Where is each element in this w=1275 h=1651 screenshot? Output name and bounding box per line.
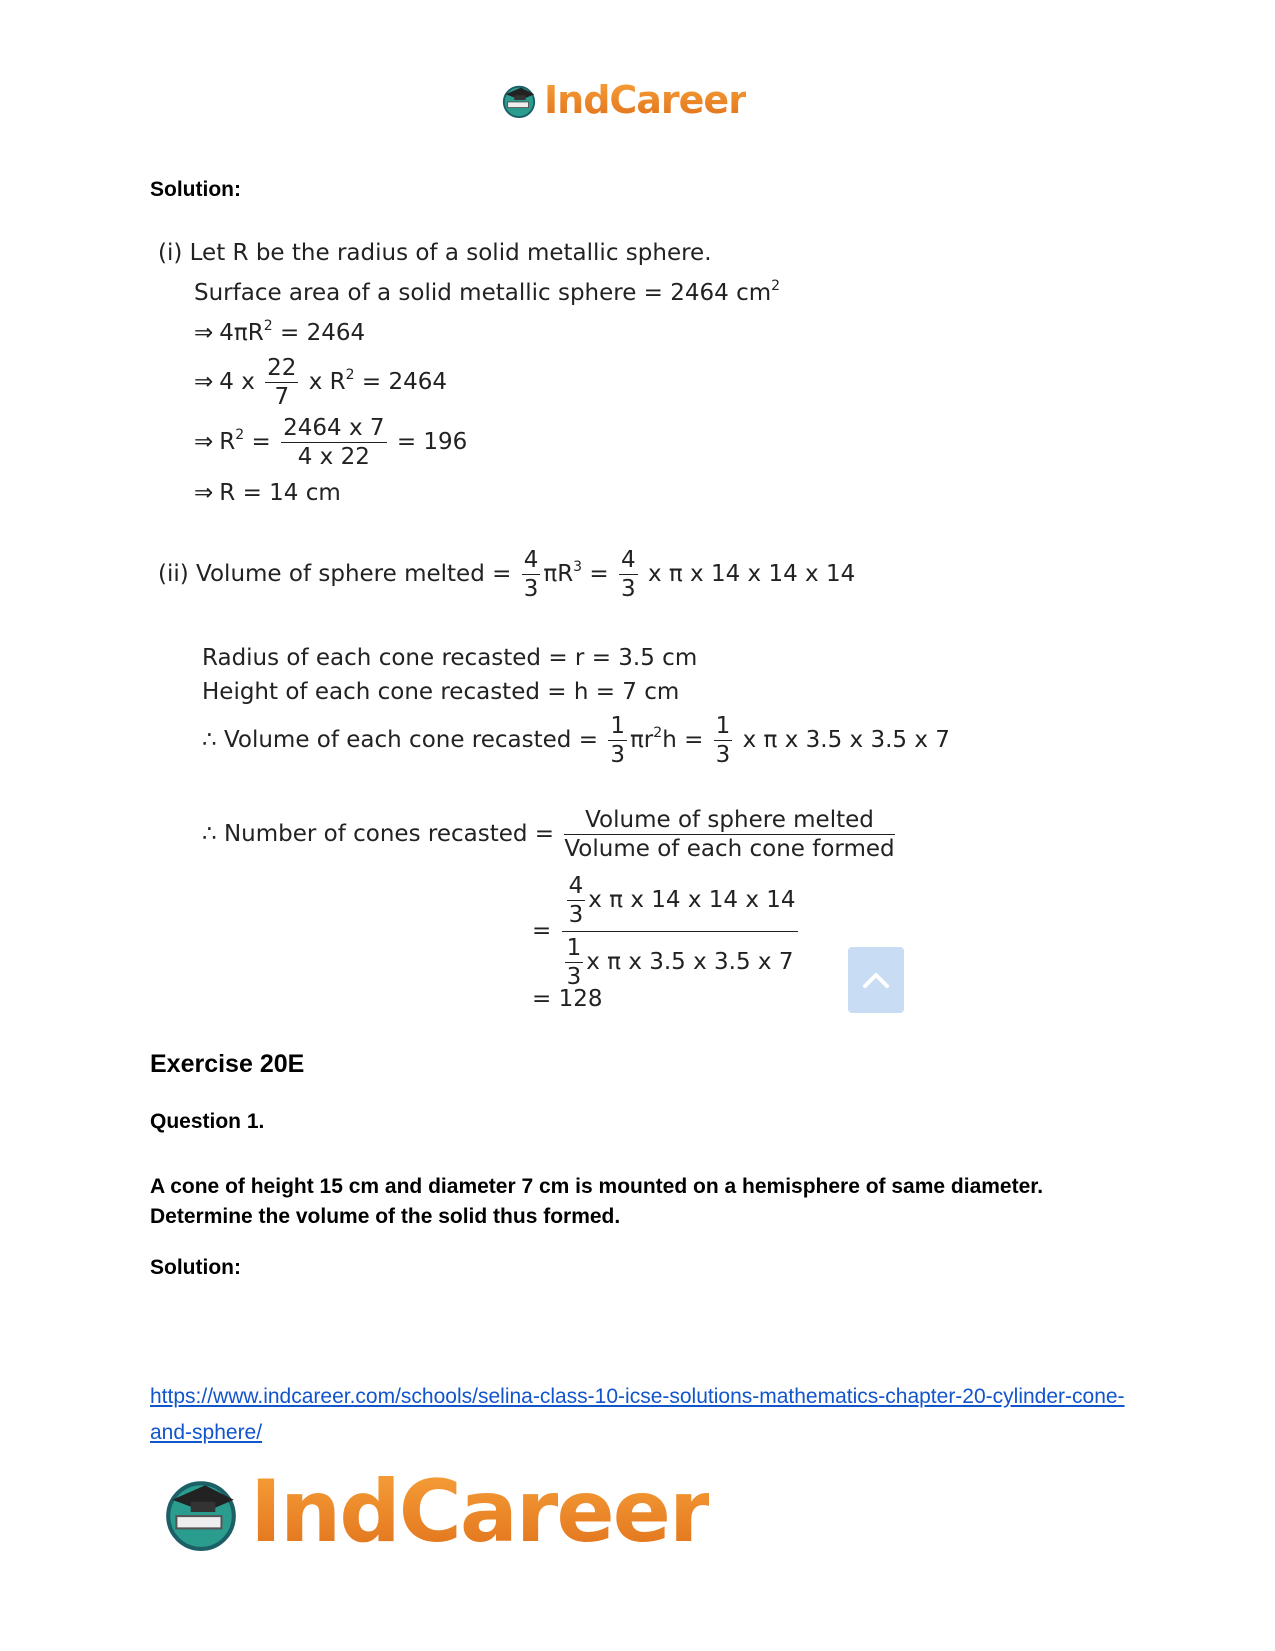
math-sup: 2 bbox=[653, 725, 663, 741]
numerator: 2464 x 7 bbox=[283, 415, 385, 441]
fraction bbox=[714, 712, 733, 769]
numerator: Volume of sphere melted bbox=[564, 806, 894, 835]
denominator: 3 bbox=[610, 742, 625, 768]
math-number-cones bbox=[202, 806, 898, 863]
math-text: Surface area of a solid metallic sphere = 2464 cm bbox=[194, 280, 772, 306]
fraction bbox=[522, 546, 541, 603]
math-volume-cone bbox=[202, 712, 950, 769]
math-text: (ii) Volume of sphere melted = bbox=[158, 561, 512, 587]
numerator: 1 bbox=[566, 935, 582, 961]
denominator: 4 x 22 bbox=[297, 444, 370, 470]
math-line-3 bbox=[194, 318, 365, 346]
numerator: 4 bbox=[621, 547, 636, 573]
math-text: ∴ Volume of each cone recasted = bbox=[202, 727, 598, 753]
math-line-2 bbox=[194, 278, 780, 306]
denominator: 3 bbox=[621, 576, 636, 602]
logo-icon bbox=[500, 81, 538, 119]
math-text: = 196 bbox=[396, 429, 468, 455]
math-text: πr bbox=[629, 727, 654, 753]
math-text: 4πR bbox=[219, 320, 264, 346]
implies-icon: ⇒ bbox=[194, 429, 214, 455]
fraction bbox=[619, 546, 638, 603]
math-sup: 2 bbox=[771, 278, 781, 294]
numerator: 1 bbox=[610, 713, 625, 739]
numerator: 4 bbox=[568, 873, 584, 899]
implies-icon: ⇒ bbox=[194, 320, 214, 346]
math-text: πR bbox=[543, 561, 574, 587]
denominator: 3 bbox=[568, 902, 584, 928]
math-radius-line: Radius of each cone recasted = r = 3.5 cm bbox=[202, 645, 698, 671]
question-text: A cone of height 15 cm and diameter 7 cm is mounted on a hemisphere of same diameter. Determine the volume of the solid thus formed. bbox=[150, 1175, 1044, 1228]
math-text: = bbox=[251, 429, 271, 455]
scroll-top-button[interactable] bbox=[848, 947, 904, 1013]
math-line-4 bbox=[194, 354, 447, 411]
logo-text: IndCareer bbox=[250, 1462, 710, 1562]
math-line-5 bbox=[194, 414, 467, 471]
fraction bbox=[608, 712, 627, 769]
math-sup: 2 bbox=[235, 427, 245, 443]
math-text: x π x 3.5 x 3.5 x 7 bbox=[586, 949, 794, 975]
denominator: 3 bbox=[523, 576, 539, 602]
numerator: 1 bbox=[715, 713, 731, 739]
math-sup: 3 bbox=[573, 559, 583, 575]
compound-fraction bbox=[562, 872, 798, 991]
implies-icon: ⇒ bbox=[194, 480, 214, 506]
math-text: R bbox=[219, 429, 236, 455]
numerator: 4 bbox=[523, 547, 539, 573]
math-text: ∴ Number of cones recasted = bbox=[202, 821, 555, 847]
footer-logo bbox=[160, 1462, 709, 1562]
math-text: = 2464 bbox=[279, 320, 366, 346]
math-volume-sphere bbox=[158, 546, 855, 603]
denominator: Volume of each cone formed bbox=[564, 836, 895, 862]
math-sup: 2 bbox=[345, 367, 355, 383]
denominator: 3 bbox=[715, 742, 731, 768]
math-text: x R bbox=[308, 369, 346, 395]
source-link[interactable]: https://www.indcareer.com/schools/selina-class-10-icse-solutions-mathematics-chapter-20-cylinder-cone-and-sphere/ bbox=[150, 1385, 1125, 1444]
math-result: = 128 bbox=[532, 986, 603, 1012]
solution-label: Solution: bbox=[150, 178, 241, 201]
logo-text: IndCareer bbox=[544, 78, 746, 122]
math-text: x π x 14 x 14 x 14 bbox=[588, 887, 796, 913]
header-logo bbox=[500, 78, 746, 122]
implies-icon: ⇒ bbox=[194, 369, 214, 395]
math-sup: 2 bbox=[263, 318, 273, 334]
compound-numerator bbox=[562, 872, 798, 932]
denominator: 3 bbox=[566, 964, 582, 990]
compound-denominator bbox=[562, 932, 798, 991]
math-text: = 2464 bbox=[361, 369, 448, 395]
math-text: 4 x bbox=[219, 369, 255, 395]
denominator: 7 bbox=[274, 384, 290, 410]
fraction bbox=[281, 414, 386, 471]
math-text: x π x 3.5 x 3.5 x 7 bbox=[742, 727, 950, 753]
question-label: Question 1. bbox=[150, 1110, 265, 1133]
fraction bbox=[565, 934, 584, 991]
question-solution-label: Solution: bbox=[150, 1256, 241, 1279]
numerator: 22 bbox=[267, 355, 297, 381]
exercise-title: Exercise 20E bbox=[150, 1050, 305, 1078]
math-big-fraction bbox=[532, 872, 801, 991]
fraction bbox=[567, 872, 586, 929]
math-text: h = bbox=[662, 727, 704, 753]
math-height-line: Height of each cone recasted = h = 7 cm bbox=[202, 679, 680, 705]
math-line-6 bbox=[194, 480, 341, 506]
chevron-up-icon bbox=[861, 970, 891, 990]
fraction bbox=[564, 806, 894, 863]
math-text: = bbox=[589, 561, 609, 587]
logo-icon bbox=[160, 1471, 242, 1553]
fraction bbox=[265, 354, 298, 411]
math-text: R = 14 cm bbox=[219, 480, 341, 506]
math-text: = bbox=[532, 918, 552, 944]
math-line-1: (i) Let R be the radius of a solid metallic sphere. bbox=[158, 240, 712, 266]
math-text: x π x 14 x 14 x 14 bbox=[647, 561, 856, 587]
